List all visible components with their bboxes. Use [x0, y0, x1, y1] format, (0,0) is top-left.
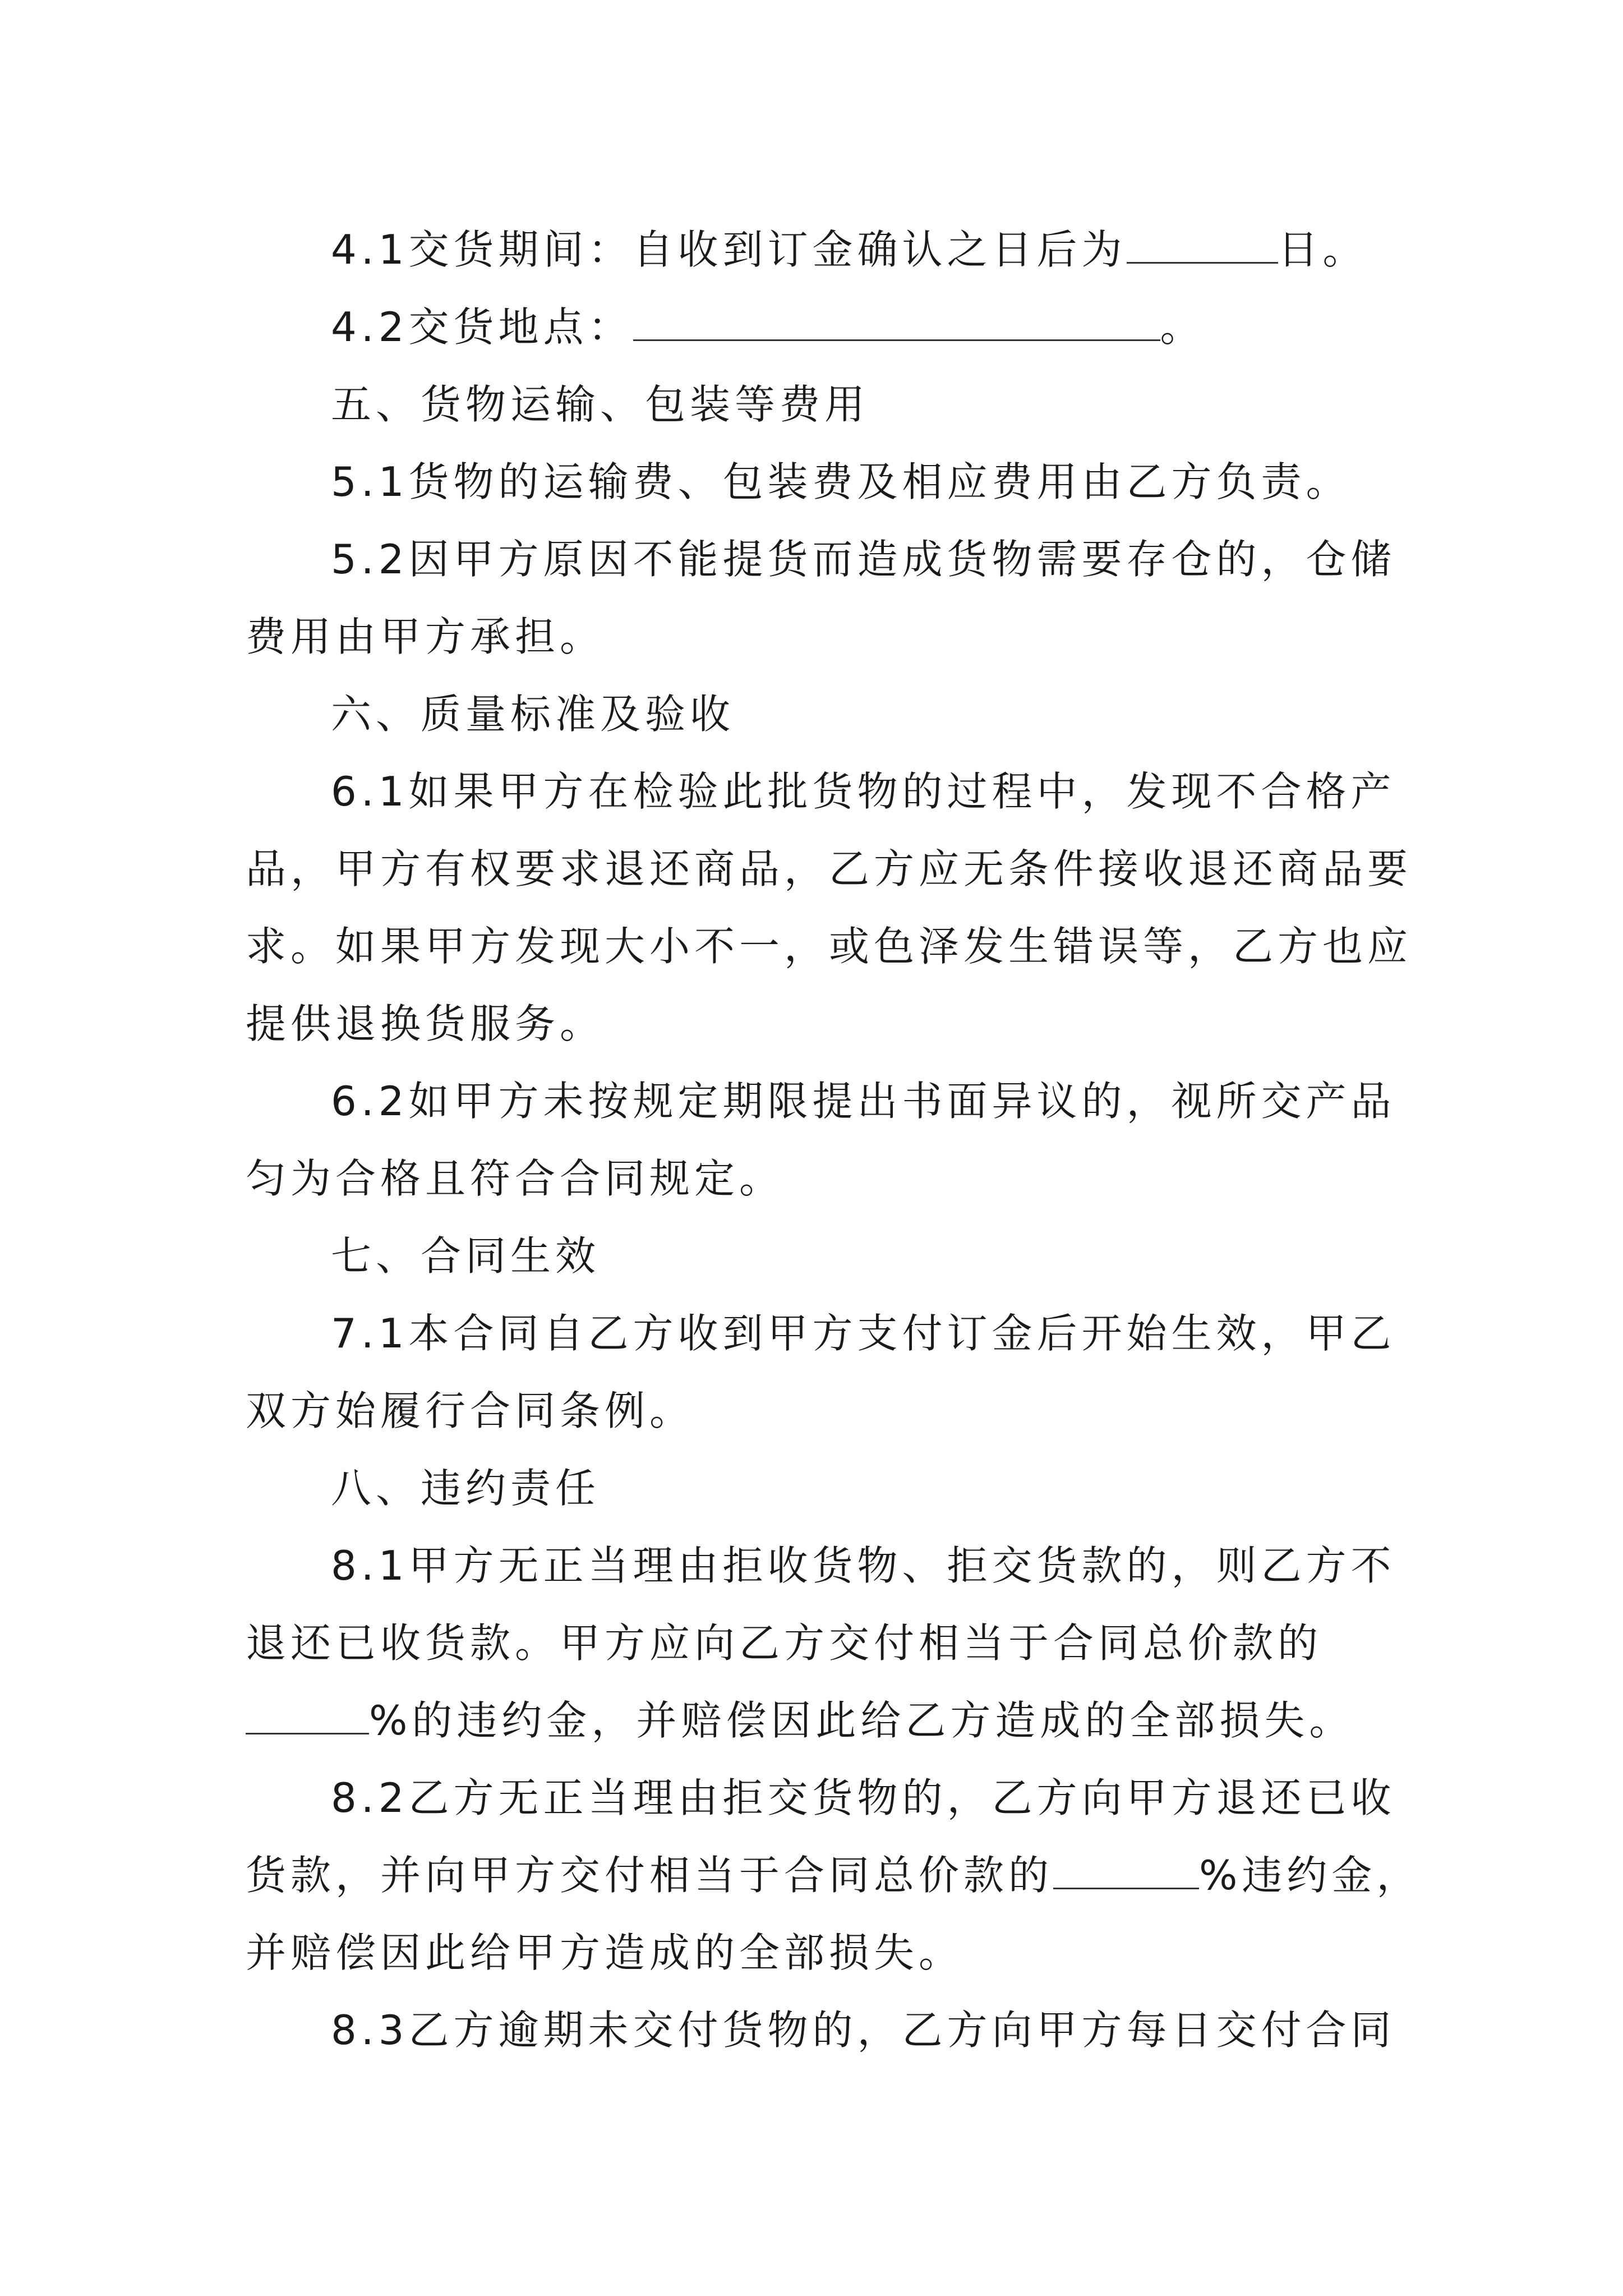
- section-heading-6: 六、质量标准及验收: [331, 691, 735, 738]
- clause-5-1: 5.1货物的运输费、包装费及相应费用由乙方负责。: [331, 458, 1351, 505]
- clause-8-3: 8.3乙方逾期未交付货物的，乙方向甲方每日交付合同: [331, 2007, 1396, 2054]
- clause-8-2-cont-1: [246, 1837, 1422, 1914]
- clause-8-1-cont-1: 退还已收货款。甲方应向乙方交付相当于合同总价款的: [246, 1619, 1323, 1667]
- clause-7-1-cont: 双方始履行合同条例。: [246, 1387, 695, 1434]
- clause-4-2-text: 4.2交货地点：: [331, 303, 633, 351]
- clause-6-1-cont-3: 提供退换货服务。: [246, 1000, 605, 1047]
- section-heading-8: 八、违约责任: [331, 1465, 601, 1512]
- clause-5-2-cont: 费用由甲方承担。: [246, 613, 605, 660]
- section-heading-7: 七、合同生效: [331, 1232, 601, 1280]
- clause-8-2-cont-2: 并赔偿因此给甲方造成的全部损失。: [246, 1929, 964, 1976]
- clause-6-1: 6.1如果甲方在检验此批货物的过程中，发现不合格产: [331, 768, 1396, 815]
- clause-8-2-cont-1-suffix: %违约金，: [1199, 1852, 1422, 1899]
- clause-4-1: [246, 211, 1384, 288]
- clause-6-2: 6.2如甲方未按规定期限提出书面异议的，视所交产品: [331, 1078, 1396, 1125]
- clause-7-1: 7.1本合同自乙方收到甲方支付订金后开始生效，甲乙: [331, 1310, 1396, 1357]
- clause-8-2: 8.2乙方无正当理由拒交货物的，乙方向甲方退还已收: [331, 1774, 1396, 1821]
- section-heading-5: 五、货物运输、包装等费用: [331, 381, 870, 428]
- delivery-days-blank: [1127, 228, 1278, 264]
- clause-6-1-cont-2: 求。如果甲方发现大小不一，或色泽发生错误等，乙方也应: [246, 923, 1413, 970]
- penalty-percent-blank-1: [246, 1699, 369, 1734]
- clause-4-1-text: 4.1交货期间：自收到订金确认之日后为: [331, 226, 1127, 273]
- clause-8-1: 8.1甲方无正当理由拒收货物、拒交货款的，则乙方不: [331, 1542, 1396, 1589]
- clause-5-2: 5.2因甲方原因不能提货而造成货物需要存仓的，仓储: [331, 536, 1396, 583]
- document-body: [246, 211, 1422, 2069]
- delivery-location-blank: [633, 306, 1160, 341]
- penalty-percent-blank-2: [1053, 1854, 1199, 1889]
- clause-6-2-cont: 匀为合格且符合合同规定。: [246, 1155, 785, 1202]
- clause-4-2: [246, 288, 1384, 366]
- clause-4-2-suffix: 。: [1160, 303, 1205, 351]
- clause-4-1-suffix: 日。: [1278, 226, 1368, 273]
- clause-8-1-cont-2-text: %的违约金，并赔偿因此给乙方造成的全部损失。: [369, 1697, 1354, 1744]
- clause-6-1-cont-1: 品，甲方有权要求退还商品，乙方应无条件接收退还商品要: [246, 845, 1413, 892]
- clause-8-2-cont-1-text: 货款，并向甲方交付相当于合同总价款的: [246, 1852, 1054, 1899]
- clause-8-1-cont-2: [246, 1682, 1384, 1759]
